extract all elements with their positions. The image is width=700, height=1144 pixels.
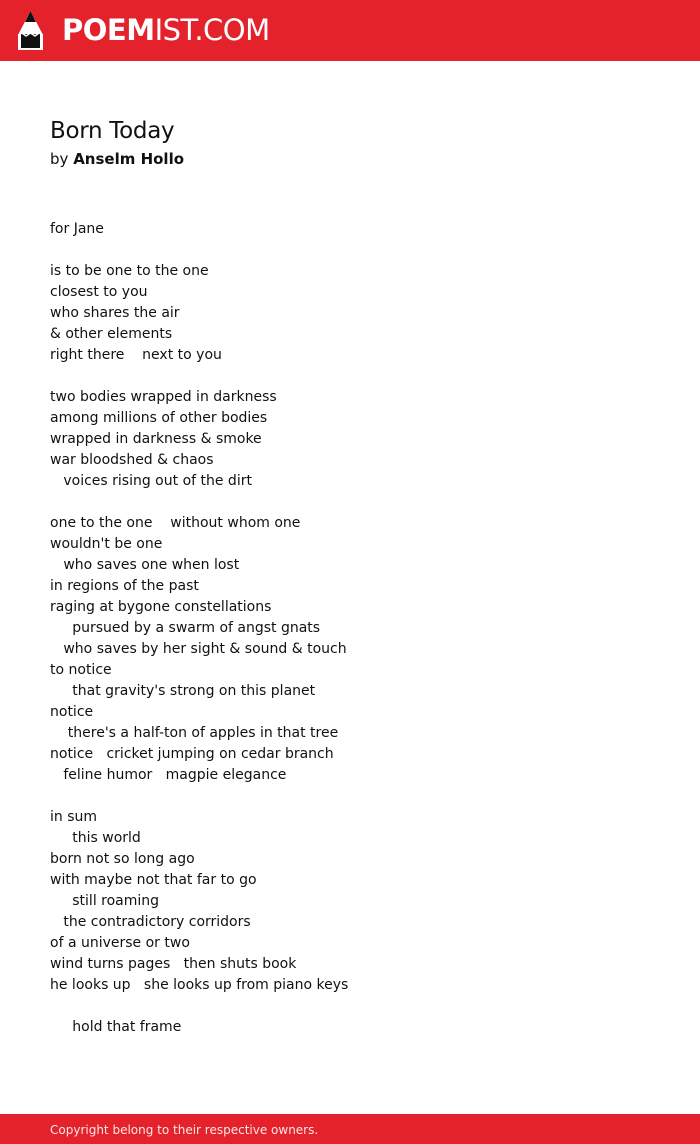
- byline: [50, 148, 184, 170]
- copyright-notice: Copyright belong to their respective owners.: [50, 1123, 319, 1137]
- byline-prefix: by: [50, 150, 69, 168]
- poem-body: for Jane is to be one to the one closest to you who shares the air & other elements right there next to you two bodies wrapped in darkness among millions of other bodies wrapped in darkness & smoke war bloodshed & chaos voices rising out of the dirt one to the one without whom one wouldn't be one who saves one when lost in regions of the past raging at bygone constellations pursued by a swarm of angst gnats who saves by her sight & sound & touch to notice that gravity's strong on this planet notice there's a half-ton of apples in that tree notice cricket jumping on cedar branch feline humor magpie elegance in sum this world born not so long ago with maybe not that far to go still roaming the contradictory corridors of a universe or two wind turns pages then shuts book he looks up she looks up from piano keys hold that frame: [50, 221, 349, 1035]
- logo-brand-light: IST.COM: [154, 13, 270, 47]
- author-name[interactable]: Anselm Hollo: [73, 150, 185, 168]
- poem-title: Born Today: [50, 118, 175, 144]
- site-logo[interactable]: [62, 12, 270, 48]
- pencil-tip-icon[interactable]: [17, 10, 44, 51]
- logo-brand-bold: POEM: [62, 13, 155, 47]
- site-header: [0, 0, 700, 61]
- site-footer: [0, 1114, 700, 1144]
